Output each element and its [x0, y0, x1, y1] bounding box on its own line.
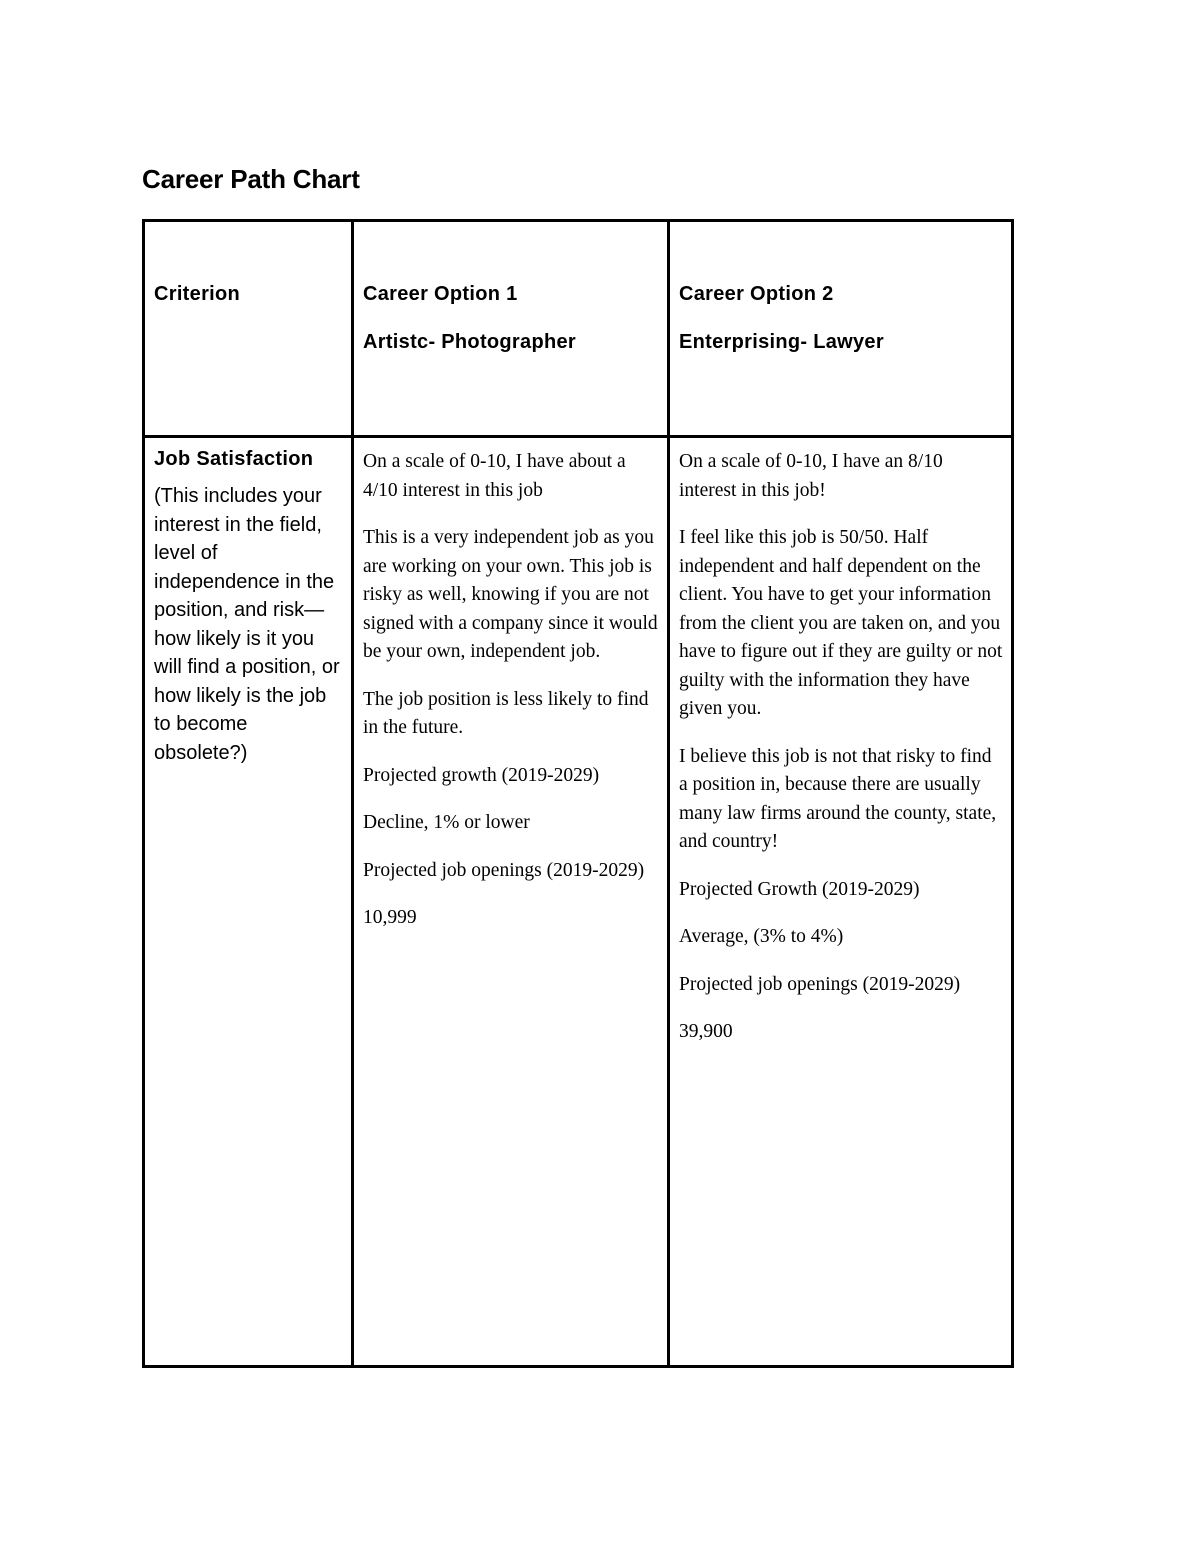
header-option2-name: Enterprising- Lawyer	[679, 331, 884, 353]
header-option1-label: Career Option 1	[363, 283, 518, 305]
option2-interest: On a scale of 0-10, I have an 8/10 interest in this job!	[679, 451, 943, 501]
option1-growth-value: Decline, 1% or lower	[363, 812, 530, 833]
option1-openings-label: Projected job openings (2019-2029)	[363, 859, 645, 881]
option2-growth-label: Projected Growth (2019-2029)	[679, 878, 920, 900]
option2-growth-value: Average, (3% to 4%)	[679, 926, 844, 947]
career-path-table	[142, 219, 1014, 1368]
criterion-description: (This includes your interest in the field, level of independence in the position, and risk—how likely is it you will find a position, or how likely is the job to become obsolete?)	[154, 485, 340, 764]
criterion-title: Job Satisfaction	[154, 448, 314, 470]
option2-openings-label: Projected job openings (2019-2029)	[679, 973, 961, 995]
option2-cell	[669, 437, 1013, 1367]
criterion-cell	[144, 437, 353, 1367]
page-title: Career Path Chart	[142, 164, 360, 194]
header-option1-cell	[353, 221, 669, 437]
option1-cell	[353, 437, 669, 1367]
header-option1-name: Artistc- Photographer	[363, 331, 576, 353]
header-option2-cell	[669, 221, 1013, 437]
option1-independence: This is a very independent job as you are working on your own. This job is risky as well, knowing if you are not signed with a company since it would be your own, independent job.	[363, 527, 658, 662]
header-criterion-cell	[144, 221, 353, 437]
option1-openings-value: 10,999	[363, 907, 417, 928]
table-header-row	[144, 221, 1013, 437]
header-option2-label: Career Option 2	[679, 283, 834, 305]
option1-outlook: The job position is less likely to find in the future.	[363, 688, 649, 738]
option2-openings-value: 39,900	[679, 1021, 733, 1042]
option2-risk: I believe this job is not that risky to find a position in, because there are usually many law firms around the county, state, and country!	[679, 745, 997, 852]
header-criterion: Criterion	[154, 283, 241, 305]
option1-interest: On a scale of 0-10, I have about a 4/10 interest in this job	[363, 451, 626, 501]
option2-independence: I feel like this job is 50/50. Half independent and half dependent on the client. You have to get your information from the client you are taken on, and you have to figure out if they are guilty or not guilty with the information they have given you.	[679, 527, 1003, 719]
table-row-job-satisfaction	[144, 437, 1013, 1367]
option1-growth-label: Projected growth (2019-2029)	[363, 764, 600, 786]
